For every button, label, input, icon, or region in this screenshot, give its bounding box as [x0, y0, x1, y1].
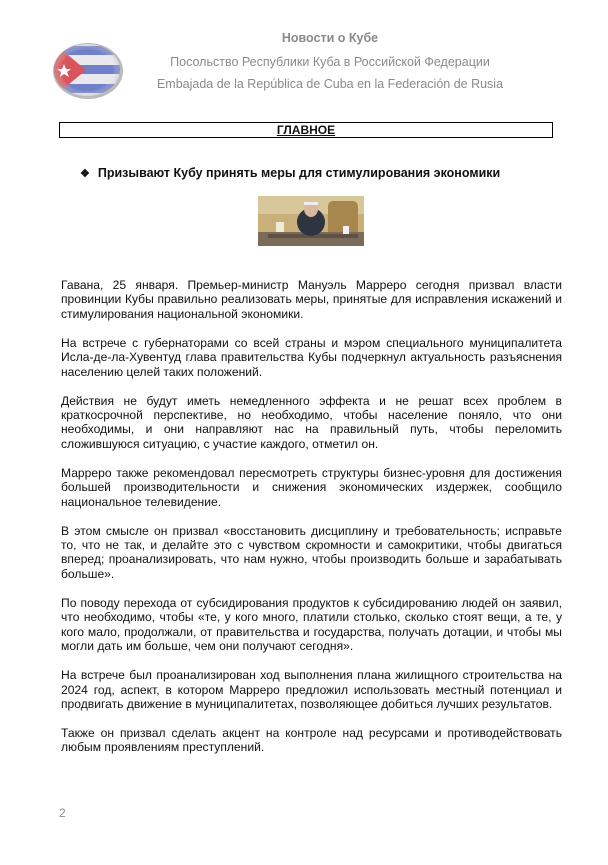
article-paragraph: По поводу перехода от субсидирования продуктов к субсидированию людей он заявил, что необходимо, чтобы «те, у кого много, платили столько, сколько стоят вещи, а те, у кого мало, продолжали, от правительства и государства, получать дотации, и чтобы мы могли дать им больше, чем они получают сегодня». [61, 595, 562, 654]
article-paragraph: В этом смысле он призвал «восстановить дисциплину и требовательность; исправьте то, что не так, и делайте это с чувством скромности и самокритики, чтобы двигаться вперед; проанализировать, что нам нужно, чтобы производить больше и зарабатывать больше». [61, 523, 562, 581]
article-paragraph: Действия не будут иметь немедленного эффекта и не решат всех проблем в краткосрочной перспективе, но необходимо, чтобы население поняло, что они необходимы, и они направляют нас на правильный путь, чтобы переломить сложившуюся ситуацию, с участие каждого, отметил он. [61, 393, 562, 451]
article-paragraph: На встрече с губернаторами со всей страны и мэром специального муниципалитета Исла-де-ла-Хувентуд глава правительства Кубы подчеркнул актуальность разъяснения населению целей таких положений. [61, 335, 562, 379]
headline-text: Призывают Кубу принять меры для стимулирования экономики [97, 166, 501, 180]
embassy-name-es: Embajada de la República de Cuba en la Federación de Rusia [156, 77, 504, 91]
diamond-bullet-icon: ❖ [80, 167, 90, 180]
article-paragraph: Также он призвал сделать акцент на контроле над ресурсами и противодействовать любым проявлениям преступлений. [61, 725, 562, 755]
article-photo [258, 196, 364, 246]
section-title: ГЛАВНОЕ [59, 122, 553, 138]
cuban-flag-logo [50, 40, 124, 100]
page-number: 2 [59, 806, 66, 820]
article-paragraph: Марреро также рекомендовал пересмотреть структуры бизнес-уровня для достижения большей производительности и снижения экономических издержек, сообщило национальное телевидение. [61, 465, 562, 509]
header-title: Новости о Кубе [281, 31, 379, 45]
article-body [61, 278, 562, 769]
article-paragraph: На встрече был проанализирован ход выполнения плана жилищного строительства на 2024 год, аспект, в котором Марреро предложил использовать местный потенциал и продвигать движение в муниципалитетах, позволяющее добиться лучших результатов. [61, 668, 562, 711]
article-paragraph: Гавана, 25 января. Премьер-министр Мануэль Марреро сегодня призвал власти провинции Кубы правильно реализовать меры, принятые для исправления искажений и стимулирования национальной экономики. [61, 278, 562, 321]
article-headline [80, 166, 540, 180]
embassy-name-ru: Посольство Республики Куба в Российской Федерации [170, 55, 490, 69]
